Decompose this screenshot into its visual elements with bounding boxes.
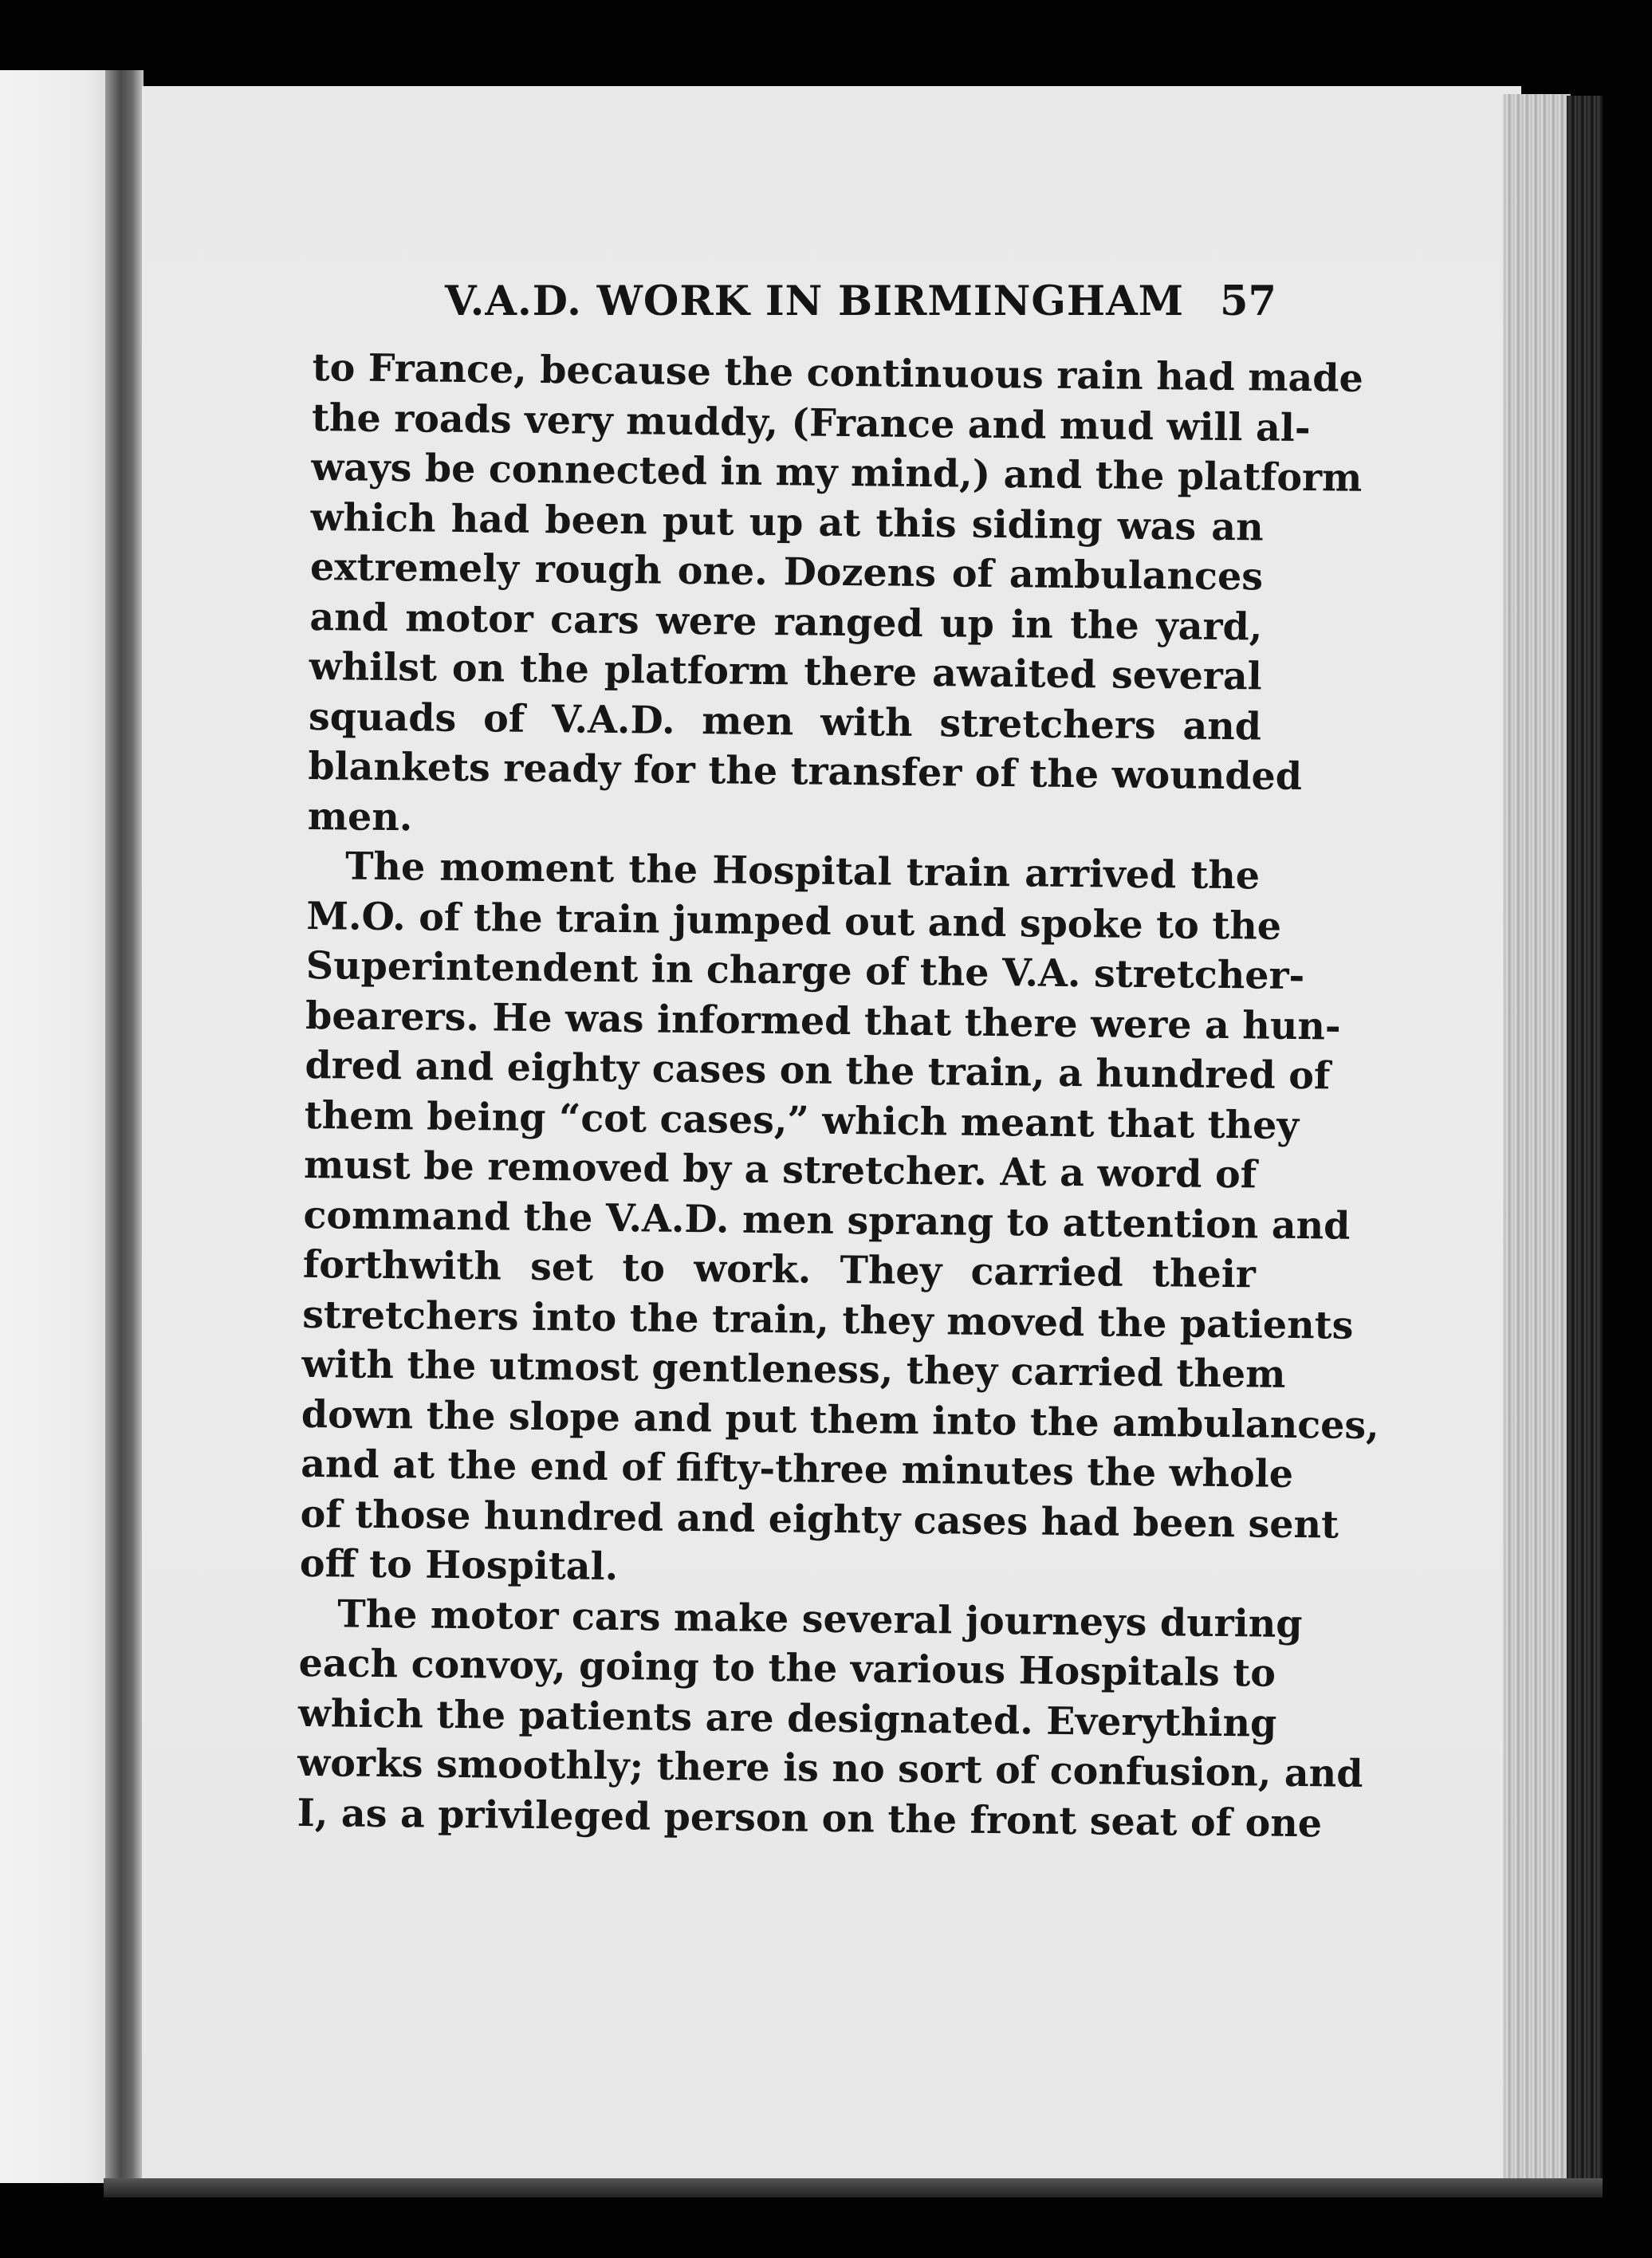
- text-line: the roads very muddy, (France and mud will al-: [311, 395, 1311, 450]
- text-line: off to Hospital.: [299, 1540, 619, 1590]
- text-line: which had been put up at this siding was an: [310, 494, 1264, 550]
- running-head: V.A.D. WORK IN BIRMINGHAM: [445, 277, 1185, 325]
- text-line: which the patients are designated. Everything: [297, 1690, 1277, 1746]
- text-line: forthwith set to work. They carried their: [302, 1241, 1257, 1297]
- text-line: and at the end of fifty-three minutes the whole: [300, 1441, 1294, 1497]
- text-line: men.: [307, 793, 413, 840]
- text-line: to France, because the continuous rain had made: [312, 344, 1364, 401]
- text-line: them being “cot cases,” which meant that they: [304, 1092, 1300, 1148]
- text-line: and motor cars were ranged up in the yard,: [309, 594, 1263, 649]
- text-line: The motor cars make several journeys during: [337, 1591, 1303, 1646]
- text-line: I, as a privileged person on the front seat of one: [297, 1790, 1323, 1846]
- text-line: with the utmost gentleness, they carried them: [301, 1341, 1286, 1397]
- text-line: dred and eighty cases on the train, a hundred of: [305, 1042, 1331, 1099]
- body-text: [297, 343, 1380, 1847]
- left-page-edge: [0, 70, 120, 2183]
- text-line: M.O. of the train jumped out and spoke to the: [306, 893, 1282, 949]
- text-line: of those hundred and eighty cases had been sent: [300, 1491, 1339, 1548]
- text-line: whilst on the platform there awaited several: [309, 643, 1262, 699]
- text-line: down the slope and put them into the ambulances,: [301, 1391, 1380, 1448]
- text-line: Superintendent in charge of the V.A. stretcher-: [305, 942, 1305, 999]
- text-line: bearers. He was informed that there were a hun-: [305, 993, 1341, 1049]
- page-edges: [1503, 94, 1571, 2179]
- text-line: blankets ready for the transfer of the wounded: [308, 743, 1303, 800]
- page-number: 57: [1220, 277, 1276, 325]
- text-line: command the V.A.D. men sprang to attention and: [303, 1192, 1351, 1249]
- text-line: works smoothly; there is no sort of confusion, and: [297, 1740, 1363, 1796]
- text-line: squads of V.A.D. men with stretchers and: [308, 694, 1262, 749]
- text-line: stretchers into the train, they moved the patients: [301, 1292, 1354, 1348]
- book-gutter: [105, 70, 144, 2183]
- text-line: ways be connected in my mind,) and the platform: [311, 444, 1363, 501]
- bottom-edge: [104, 2178, 1603, 2197]
- text-line: extremely rough one. Dozens of ambulances: [309, 544, 1264, 600]
- cover-edge: [1567, 96, 1603, 2193]
- text-line: must be removed by a stretcher. At a word of: [303, 1142, 1257, 1198]
- text-line: each convoy, going to the various Hospitals to: [298, 1640, 1276, 1696]
- text-line: The moment the Hospital train arrived the: [344, 844, 1261, 899]
